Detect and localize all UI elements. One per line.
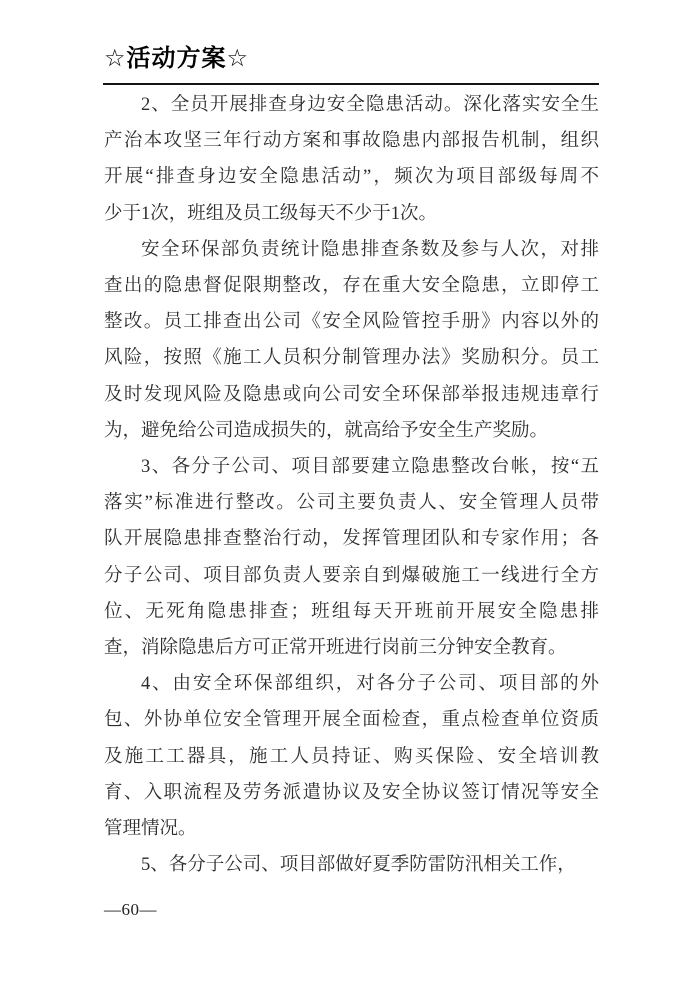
text-line: 开展“排查身边安全隐患活动”，频次为项目部级每周不 <box>104 167 599 188</box>
text-line: 包、外协单位安全管理开展全面检查，重点检查单位资质 <box>104 710 599 731</box>
text-line: 安全环保部负责统计隐患排查条数及参与人次，对排 <box>141 239 599 260</box>
text-line: 位、无死角隐患排查；班组每天开班前开展安全隐患排 <box>104 601 599 622</box>
text-line: 管理情况。 <box>104 819 197 840</box>
paragraph <box>104 232 599 449</box>
text-line: 整改。员工排查出公司《安全风险管控手册》内容以外的 <box>104 312 599 333</box>
text-line: 分子公司、项目部负责人要亲自到爆破施工一线进行全方 <box>104 565 599 586</box>
header-divider <box>103 83 599 85</box>
text-line: 及施工工器具，施工人员持证、购买保险、安全培训教 <box>104 746 599 767</box>
text-line: 查出的隐患督促限期整改，存在重大安全隐患，立即停工 <box>104 276 599 297</box>
text-line: 为，避免给公司造成损失的，就高给予安全生产奖励。 <box>104 420 549 441</box>
text-line: 查，消除隐患后方可正常开班进行岗前三分钟安全教育。 <box>104 638 567 659</box>
document-body <box>104 87 599 883</box>
text-line: 少于1次，班组及员工级每天不少于1次。 <box>104 203 438 224</box>
paragraph <box>104 847 599 883</box>
text-line: 风险，按照《施工人员积分制管理办法》奖励积分。员工 <box>104 348 599 369</box>
paragraph <box>104 87 599 232</box>
text-line: 产治本攻坚三年行动方案和事故隐患内部报告机制，组织 <box>104 131 599 152</box>
text-line: 2、全员开展排查身边安全隐患活动。深化落实安全生 <box>141 95 599 115</box>
text-line: 及时发现风险及隐患或向公司安全环保部举报违规违章行 <box>104 384 599 405</box>
text-line: 3、各分子公司、项目部要建立隐患整改台帐，按“五 <box>141 457 599 478</box>
text-line: 落实”标准进行整改。公司主要负责人、安全管理人员带 <box>104 493 599 514</box>
paragraph <box>104 666 599 847</box>
text-line: 育、入职流程及劳务派遣协议及安全协议签订情况等安全 <box>104 782 599 803</box>
page-title: ☆活动方案☆ <box>104 45 250 72</box>
text-line: 5、各分子公司、项目部做好夏季防雷防汛相关工作， <box>141 855 576 876</box>
page-number: —60— <box>104 900 157 919</box>
paragraph <box>104 449 599 666</box>
text-line: 队开展隐患排查整治行动，发挥管理团队和专家作用；各 <box>104 529 599 550</box>
text-line: 4、由安全环保部组织，对各分子公司、项目部的外 <box>141 674 599 695</box>
